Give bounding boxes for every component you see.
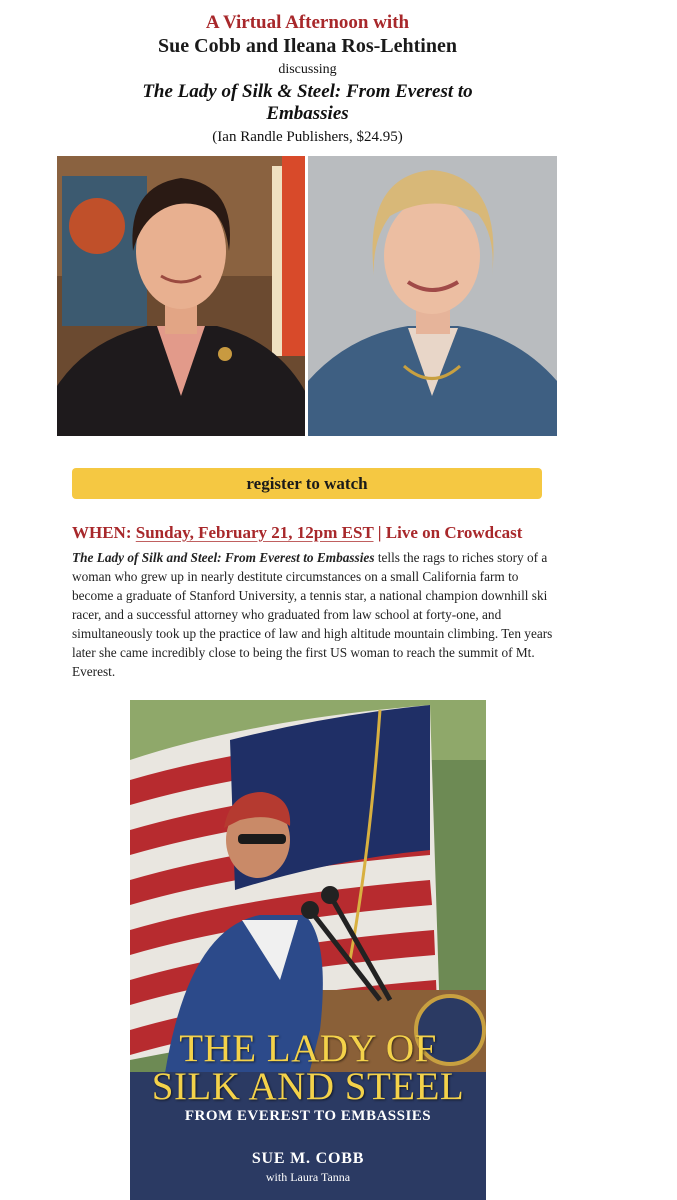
description-book-title: The Lady of Silk and Steel: From Everest to Embassies (72, 550, 375, 565)
cover-title-line2: SILK AND STEEL (151, 1065, 465, 1108)
event-header (0, 12, 615, 147)
book-title-line1: The Lady of Silk & Steel: From Everest to (142, 81, 473, 102)
publisher-info: (Ian Randle Publishers, $24.95) (212, 129, 403, 145)
cover-subtitle: FROM EVEREST TO EMBASSIES (184, 1108, 432, 1124)
book-cover (130, 700, 486, 1200)
cover-title (130, 1027, 486, 1108)
event-date-link[interactable]: Sunday, February 21, 12pm EST (135, 523, 374, 542)
cover-title-line1: THE LADY OF (179, 1027, 437, 1070)
when-prefix: WHEN: (72, 523, 136, 542)
book-title-line2: Embassies (266, 103, 349, 124)
crowdcast-link[interactable]: Live on Crowdcast (385, 523, 523, 542)
portrait-illustration (57, 156, 305, 436)
when-separator: | (373, 523, 386, 542)
discussing-label: discussing (278, 62, 337, 77)
portrait-illustration (308, 156, 557, 436)
photo-ileana-ros-lehtinen (308, 156, 557, 436)
photo-sue-cobb (57, 156, 305, 436)
event-description (72, 548, 562, 681)
description-body: tells the rags to riches story of a woman who grew up in nearly destitute circumstances on a small California farm to become a graduate of Stanford University, a tennis star, a national champion downhill ski racer, and a successful attorney who graduated from law school at forty-one, and simultaneously took up the practice of law and high altitude mountain climbing. Ten years later she came incredibly close to being the first US woman to reach the summit of Mt. Everest. (72, 550, 553, 679)
cover-author: SUE M. COBB (251, 1150, 365, 1167)
cover-illustration (130, 700, 486, 1200)
book-title (0, 81, 615, 125)
speaker-names: Sue Cobb and Ileana Ros-Lehtinen (158, 35, 457, 57)
speaker-photos (57, 156, 557, 436)
event-when (72, 522, 632, 544)
register-button[interactable]: register to watch (72, 468, 542, 499)
event-kicker: A Virtual Afternoon with (205, 12, 410, 33)
cover-coauthor: with Laura Tanna (265, 1170, 351, 1184)
